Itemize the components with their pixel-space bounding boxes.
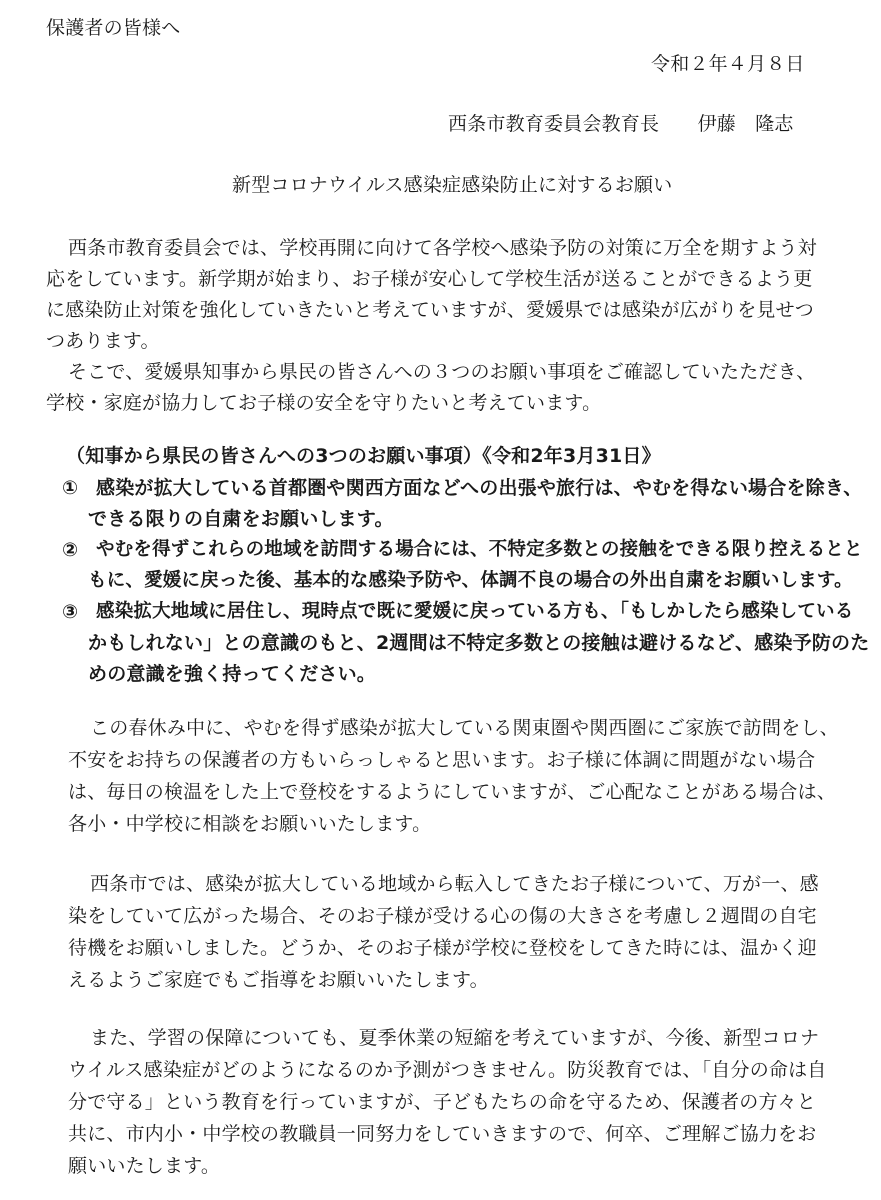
addressee: 保護者の皆様へ xyxy=(46,17,181,39)
request-marker-1: ① xyxy=(62,477,79,499)
paragraph-line: 願いいたします。 xyxy=(68,1155,221,1177)
intro-line: そこで、愛媛県知事から県民の皆さんへの３つのお願い事項をご確認していたただき、 xyxy=(68,361,816,383)
letter-title: 新型コロナウイルス感染症感染防止に対するお願い xyxy=(232,174,673,196)
paragraph-line: この春休み中に、やむを得ず感染が拡大している関東圏や関西圏にご家族で訪問をし、 xyxy=(90,717,839,739)
paragraph-line: 各小・中学校に相談をお願いいたします。 xyxy=(68,813,432,835)
requests-heading: （知事から県民の皆さんへの3つのお願い事項）《令和2年3月31日》 xyxy=(66,445,661,467)
request-2-line: もに、愛媛に戻った後、基本的な感染予防や、体調不良の場合の外出自粛をお願いします。 xyxy=(88,570,853,591)
request-marker-2: ② xyxy=(62,539,79,561)
intro-line: 西条市教育委員会では、学校再開に向けて各学校へ感染予防の対策に万全を期すよう対 xyxy=(68,237,817,259)
paragraph-line: 分で守る」という教育を行っていますが、子どもたちの命を守るため、保護者の方々と xyxy=(68,1091,817,1113)
sender-name: 西条市教育委員会教育長 伊藤 隆志 xyxy=(448,113,794,135)
letter-date: 令和２年４月８日 xyxy=(651,53,805,75)
intro-line: 学校・家庭が協力してお子様の安全を守りたいと考えています。 xyxy=(46,392,602,414)
paragraph-line: 共に、市内小・中学校の教職員一同努力をしていきますので、何卒、ご理解ご協力をお xyxy=(68,1123,817,1145)
paragraph-line: 西条市では、感染が拡大している地域から転入してきたお子様について、万が一、感 xyxy=(90,873,819,895)
paragraph-line: 不安をお持ちの保護者の方もいらっしゃると思います。お子様に体調に問題がない場合 xyxy=(68,749,816,771)
request-3-line: かもしれない」との意識のもと、2週間は不特定多数との接触は避けるなど、感染予防のた xyxy=(88,632,870,654)
paragraph-line: は、毎日の検温をした上で登校をするようにしていますが、ご心配なことがある場合は、 xyxy=(68,781,837,803)
paragraph-line: 待機をお願いしました。どうか、そのお子様が学校に登校をしてきた時には、温かく迎 xyxy=(68,937,817,959)
request-3-line: めの意識を強く持ってください。 xyxy=(88,663,377,685)
paragraph-line: ウイルス感染症がどのようになるのか予測がつきません。防災教育では、「自分の命は自 xyxy=(68,1059,827,1081)
request-1-line: 感染が拡大している首都圏や関西方面などへの出張や旅行は、やむを得ない場合を除き、 xyxy=(96,477,863,499)
paragraph-line: 染をしていて広がった場合、そのお子様が受ける心の傷の大きさを考慮し２週間の自宅 xyxy=(68,905,817,927)
intro-line: 応をしています。新学期が始まり、お子様が安心して学校生活が送ることができるよう更 xyxy=(46,268,813,290)
request-marker-3: ③ xyxy=(62,601,79,623)
paragraph-line: また、学習の保障についても、夏季休業の短縮を考えていますが、今後、新型コロナ xyxy=(90,1027,820,1049)
request-1-line: できる限りの自粛をお願いします。 xyxy=(88,508,394,530)
request-2-line: やむを得ずこれらの地域を訪問する場合には、不特定多数との接触をできる限り控えるとと xyxy=(96,539,863,560)
paragraph-line: えるようご家庭でもご指導をお願いいたします。 xyxy=(68,969,489,991)
request-3-line: 感染拡大地域に居住し、現時点で既に愛媛に戻っている方も、「もしかしたら感染している xyxy=(96,601,854,622)
intro-line: つあります。 xyxy=(46,330,160,352)
intro-line: に感染防止対策を強化していきたいと考えていますが、愛媛県では感染が広がりを見せつ xyxy=(46,299,815,321)
